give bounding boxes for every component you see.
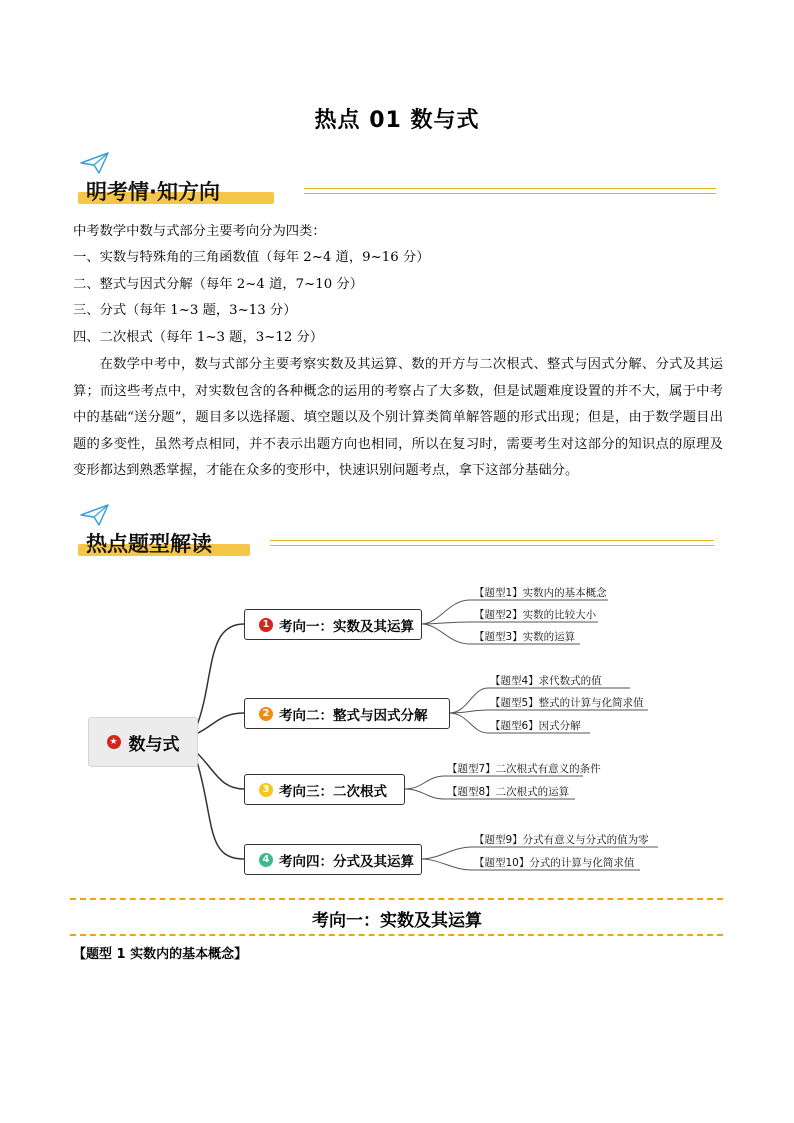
mindmap-branch-1 <box>244 609 422 640</box>
number-badge: 1 <box>259 618 273 632</box>
branch-label: 考向三：二次根式 <box>279 783 387 800</box>
intro-item: 一、实数与特殊角的三角函数值（每年 2~4 道，9~16 分） <box>73 250 430 265</box>
mindmap-root <box>88 717 198 767</box>
mindmap-leaf: 【题型3】实数的运算 <box>474 631 576 643</box>
question-type-heading: 【题型 1 实数内的基本概念】 <box>73 947 248 962</box>
page-title: 热点 01 数与式 <box>314 108 480 133</box>
number-badge: 2 <box>259 707 273 721</box>
mindmap-leaf: 【题型2】实数的比较大小 <box>474 609 597 621</box>
mindmap-branch-3 <box>244 774 405 805</box>
number-badge: 3 <box>259 783 273 797</box>
branch-label: 考向四：分式及其运算 <box>279 853 414 870</box>
mindmap-leaf: 【题型5】整式的计算与化简求值 <box>490 697 644 709</box>
mindmap-leaf: 【题型10】分式的计算与化简求值 <box>474 857 635 869</box>
mindmap-branch-2 <box>244 698 450 729</box>
dashed-divider-top <box>70 898 723 900</box>
mindmap-branch-4 <box>244 844 422 875</box>
part-heading: 考向一：实数及其运算 <box>312 911 482 931</box>
intro-lead: 中考数学中数与式部分主要考向分为四类： <box>73 224 326 239</box>
mindmap-leaf: 【题型4】求代数式的值 <box>490 675 602 687</box>
mindmap-root-label: 数与式 <box>128 734 180 755</box>
intro-item: 二、整式与因式分解（每年 2~4 道，7~10 分） <box>73 277 364 292</box>
mindmap-leaf: 【题型7】二次根式有意义的条件 <box>447 763 601 775</box>
mindmap-leaf: 【题型9】分式有意义与分式的值为零 <box>474 834 649 846</box>
intro-item: 三、分式（每年 1~3 题，3~13 分） <box>73 303 297 318</box>
star-icon: ★ <box>107 735 121 749</box>
intro-paragraph: 在数学中考中，数与式部分主要考察实数及其运算、数的开方与二次根式、整式与因式分解、分式及其运算；而这些考点中，对实数包含的各种概念的运用的考察占了大多数，但是试题难度设置的并不大，属于中考中的基础“送分题”，题目多以选择题、填空题以及个别计算类简单解答题的形式出现；但是，由于数学题目出题的多变性，虽然考点相同，并不表示出题方向也相同，所以在复习时，需要考生对这部分的知识点的原理及变形都达到熟悉掌握，才能在众多的变形中，快速识别问题考点，拿下这部分基础分。 <box>73 357 723 478</box>
branch-label: 考向一：实数及其运算 <box>279 618 414 635</box>
mindmap-leaf: 【题型8】二次根式的运算 <box>447 786 570 798</box>
mindmap-leaf: 【题型6】因式分解 <box>490 720 581 732</box>
branch-label: 考向二：整式与因式分解 <box>279 707 428 724</box>
section-heading-label: 热点题型解读 <box>86 532 212 556</box>
section-heading-label: 明考情·知方向 <box>86 180 220 204</box>
mindmap-leaf: 【题型1】实数内的基本概念 <box>474 587 607 599</box>
dashed-divider-bottom <box>70 934 723 936</box>
intro-item: 四、二次根式（每年 1~3 题，3~12 分） <box>73 330 324 345</box>
number-badge: 4 <box>259 853 273 867</box>
